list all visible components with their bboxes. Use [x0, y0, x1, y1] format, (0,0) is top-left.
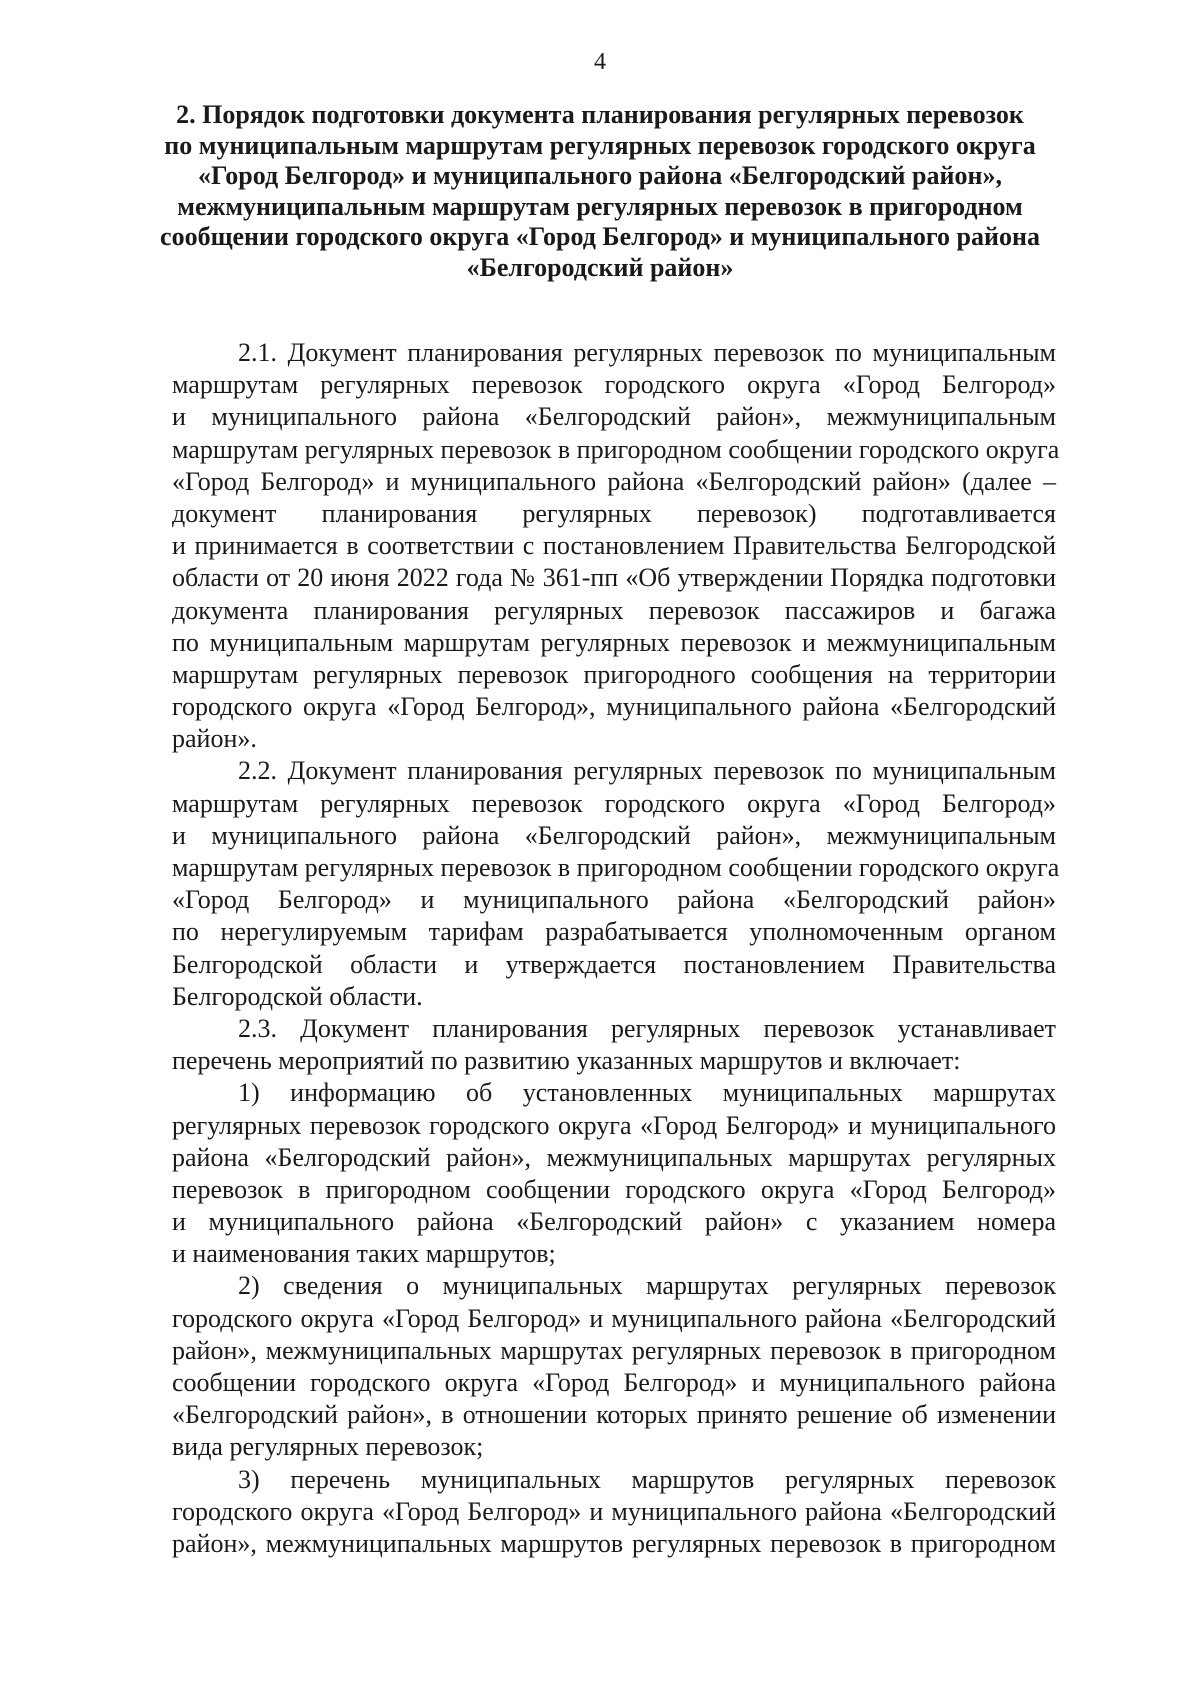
paragraph-line: района «Белгородский район», межмуниципальных маршрутах регулярных	[172, 1142, 1056, 1172]
paragraph-line: перечень мероприятий по развитию указанных маршрутов и включает:	[172, 1046, 961, 1076]
paragraph-line: и муниципального района «Белгородский район», межмуниципальным	[172, 402, 1056, 432]
paragraph-line: и наименования таких маршрутов;	[172, 1239, 556, 1269]
paragraph-line: 2) сведения о муниципальных маршрутах регулярных перевозок	[238, 1271, 1056, 1301]
paragraph-line: по муниципальным маршрутам регулярных перевозок и межмуниципальным	[172, 627, 1056, 657]
heading-line: «Город Белгород» и муниципального района «Белгородский район»,	[198, 161, 1002, 190]
paragraph-line: 2.3. Документ планирования регулярных перевозок устанавливает	[238, 1013, 1056, 1043]
heading-line: 2. Порядок подготовки документа планирования регулярных перевозок	[176, 100, 1024, 129]
paragraph-line: район».	[172, 724, 257, 754]
paragraph-line: «Город Белгород» и муниципального района «Белгородский район» (далее –	[172, 466, 1056, 496]
paragraph	[172, 755, 1060, 1013]
paragraph-line: городского округа «Город Белгород», муниципального района «Белгородский	[172, 692, 1056, 722]
heading-line: по муниципальным маршрутам регулярных перевозок городского округа	[164, 130, 1036, 160]
page-number: 4	[594, 49, 606, 75]
paragraph-line: 2.1. Документ планирования регулярных перевозок по муниципальным	[238, 338, 1056, 367]
paragraph-line: документа планирования регулярных перевозок пассажиров и багажа	[172, 595, 1056, 625]
paragraph-line: 1) информацию об установленных муниципальных маршрутах	[238, 1078, 1056, 1108]
heading-line: межмуниципальным маршрутам регулярных перевозок в пригородном	[177, 191, 1023, 221]
paragraph-line: городского округа «Город Белгород» и муниципального района «Белгородский	[172, 1303, 1056, 1333]
paragraph-line: маршрутам регулярных перевозок пригородного сообщения на территории	[172, 659, 1056, 689]
paragraph	[172, 1464, 1056, 1561]
paragraph-line: 3) перечень муниципальных маршрутов регулярных перевозок	[238, 1464, 1056, 1494]
paragraph-line: и принимается в соответствии с постановлением Правительства Белгородской	[172, 531, 1056, 561]
paragraph-line: документ планирования регулярных перевозок) подготавливается	[172, 498, 1056, 528]
paragraph-line: 2.2. Документ планирования регулярных перевозок по муниципальным	[238, 756, 1056, 786]
paragraph-line: сообщении городского округа «Город Белгород» и муниципального района	[172, 1368, 1056, 1397]
paragraph-line: маршрутам регулярных перевозок в пригородном сообщении городского округа	[172, 434, 1060, 464]
paragraph-line: по нерегулируемым тарифам разрабатывается уполномоченным органом	[172, 917, 1056, 947]
paragraph-line: район», межмуниципальных маршрутах регулярных перевозок в пригородном	[172, 1335, 1056, 1365]
paragraph	[172, 1270, 1056, 1463]
paragraph-line: район», межмуниципальных маршрутов регулярных перевозок в пригородном	[172, 1528, 1056, 1558]
paragraph-line: перевозок в пригородном сообщении городского округа «Город Белгород»	[172, 1174, 1056, 1204]
section-heading	[160, 100, 1040, 283]
paragraph-line: Белгородской области.	[172, 981, 423, 1011]
paragraph-line: регулярных перевозок городского округа «Город Белгород» и муниципального	[172, 1110, 1056, 1140]
heading-line: сообщении городского округа «Город Белгород» и муниципального района	[160, 222, 1040, 251]
paragraph-line: городского округа «Город Белгород» и муниципального района «Белгородский	[172, 1496, 1056, 1526]
paragraph-line: и муниципального района «Белгородский район» с указанием номера	[172, 1207, 1056, 1237]
paragraph-line: и муниципального района «Белгородский район», межмуниципальным	[172, 820, 1056, 850]
paragraph-line: области от 20 июня 2022 года № 361-пп «Об утверждении Порядка подготовки	[172, 563, 1056, 593]
paragraph	[172, 337, 1060, 755]
paragraph-line: Белгородской области и утверждается постановлением Правительства	[172, 949, 1056, 979]
paragraph-line: маршрутам регулярных перевозок городского округа «Город Белгород»	[172, 788, 1056, 818]
paragraph	[172, 1077, 1056, 1270]
paragraph	[172, 1013, 1056, 1077]
document-body	[172, 337, 1060, 1560]
paragraph-line: «Белгородский район», в отношении которых принято решение об изменении	[172, 1400, 1056, 1430]
paragraph-line: маршрутам регулярных перевозок городского округа «Город Белгород»	[172, 370, 1056, 400]
paragraph-line: вида регулярных перевозок;	[172, 1432, 484, 1462]
paragraph-line: маршрутам регулярных перевозок в пригородном сообщении городского округа	[172, 853, 1060, 882]
paragraph-line: «Город Белгород» и муниципального района «Белгородский район»	[172, 885, 1056, 915]
heading-line: «Белгородский район»	[466, 252, 734, 282]
